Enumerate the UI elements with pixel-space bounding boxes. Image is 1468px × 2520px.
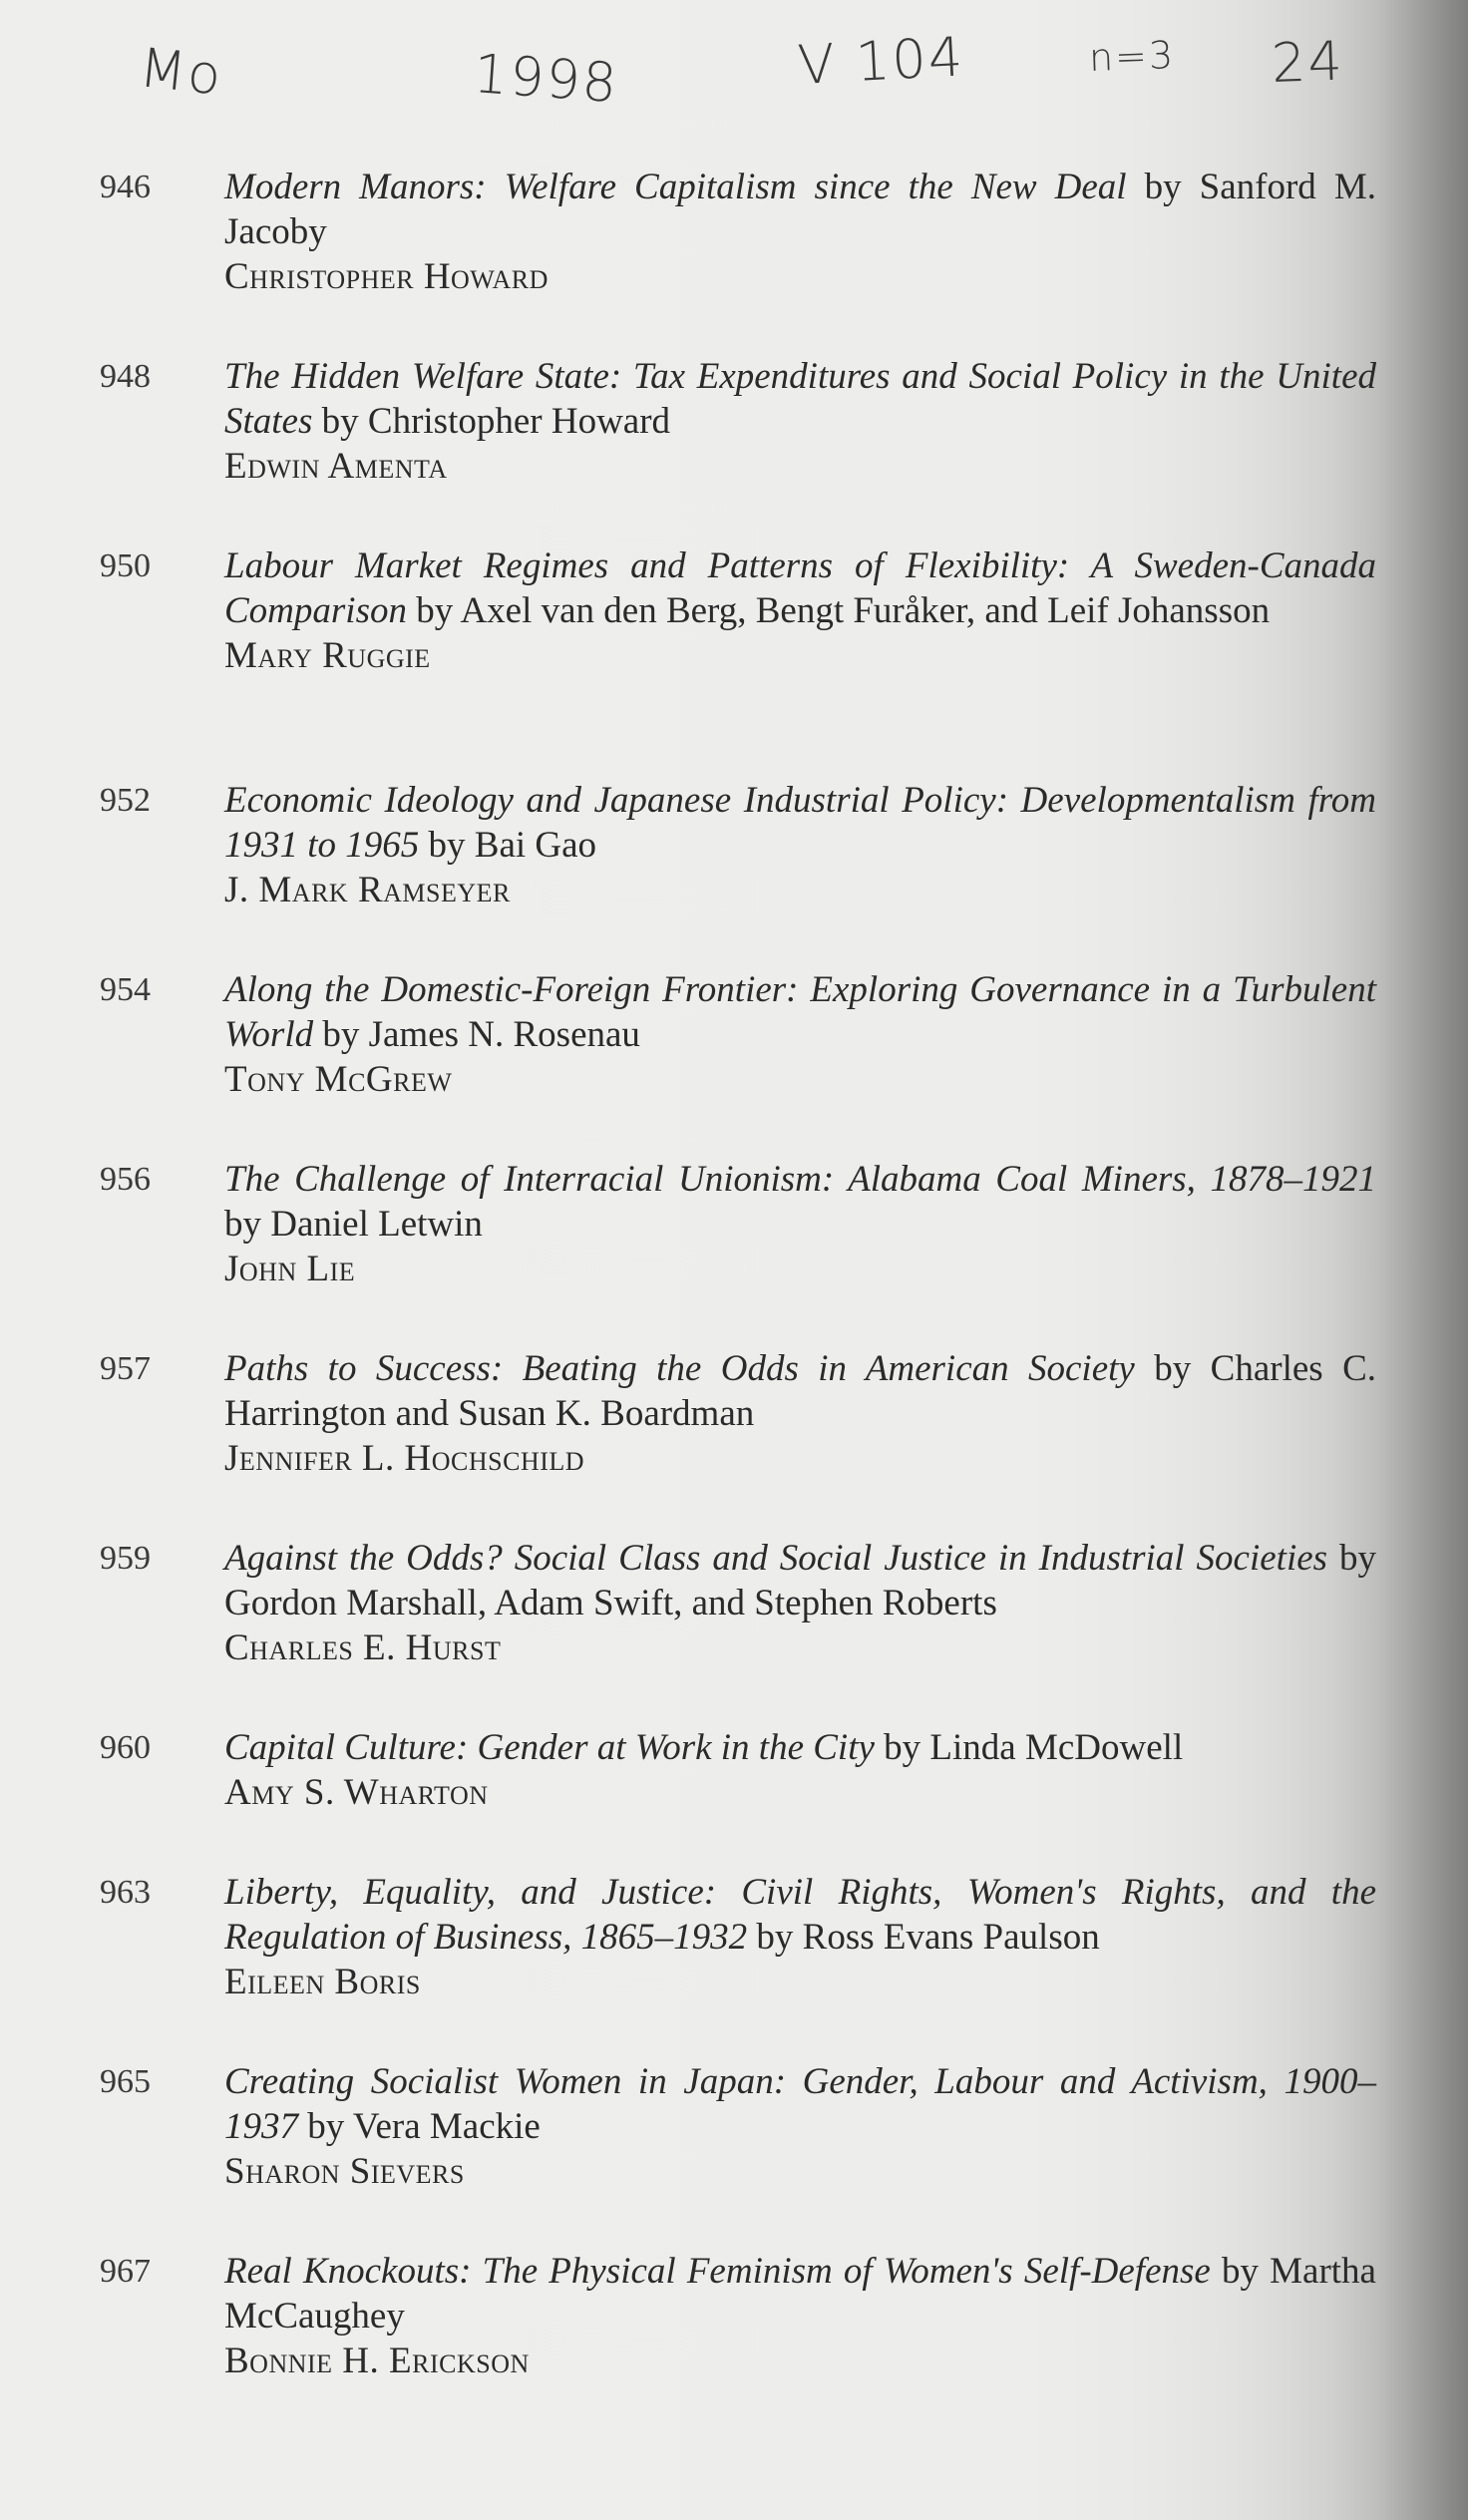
entry-text: [224, 778, 1376, 912]
entry-text: [224, 2059, 1376, 2194]
reviewer-name: Bonnie H. Erickson: [224, 2340, 530, 2381]
entry-text: [224, 967, 1376, 1102]
book-title: Economic Ideology and Japanese Industrial Policy: Developmentalism from 1931 to 1965: [224, 780, 1376, 866]
book-citation: [224, 2249, 1376, 2339]
page-number: 967: [100, 2253, 151, 2290]
book-title: Real Knockouts: The Physical Feminism of Women's Self-Defense: [224, 2251, 1211, 2292]
reviewer-name: J. Mark Ramseyer: [224, 870, 511, 910]
reviewer-name: Tony McGrew: [224, 1059, 453, 1100]
handwritten-mark: 24: [1270, 29, 1345, 95]
reviewer-name: Edwin Amenta: [224, 446, 448, 487]
book-citation: [224, 354, 1376, 444]
reviewer-name: Christopher Howard: [224, 256, 549, 297]
book-citation: [224, 1157, 1376, 1247]
reviewer-name: John Lie: [224, 1249, 356, 1289]
book-author: by Axel van den Berg, Bengt Furåker, and Leif Johansson: [416, 590, 1271, 631]
handwritten-mark: n=3: [1088, 33, 1176, 80]
page-number: 950: [100, 547, 151, 584]
entry-text: [224, 1536, 1376, 1670]
page-number: 959: [100, 1540, 151, 1577]
handwritten-mark: V 104: [796, 25, 966, 97]
book-citation: [224, 543, 1376, 633]
book-author: by Daniel Letwin: [224, 1204, 483, 1245]
book-author: by James N. Rosenau: [322, 1014, 640, 1055]
book-author: by Sanford M. Jacoby: [224, 167, 1376, 252]
book-title: Modern Manors: Welfare Capitalism since the New Deal: [224, 167, 1127, 207]
book-author: by Vera Mackie: [307, 2106, 541, 2147]
book-title: Labour Market Regimes and Patterns of Flexibility: A Sweden-Canada Comparison: [224, 545, 1376, 631]
handwritten-mark: Mo: [136, 36, 226, 108]
reviewer-name: Sharon Sievers: [224, 2151, 465, 2192]
book-title: The Hidden Welfare State: Tax Expenditures and Social Policy in the United States: [224, 356, 1376, 442]
page-number: 957: [100, 1350, 151, 1387]
book-author: by Gordon Marshall, Adam Swift, and Stephen Roberts: [224, 1538, 1376, 1623]
book-title: The Challenge of Interracial Unionism: Alabama Coal Miners, 1878–1921: [224, 1159, 1376, 1200]
page-number: 963: [100, 1874, 151, 1911]
reviewer-name: Charles E. Hurst: [224, 1627, 502, 1668]
reviewer-name: Jennifer L. Hochschild: [224, 1438, 585, 1479]
page-number: 946: [100, 169, 151, 205]
entry-text: [224, 1725, 1376, 1815]
book-citation: [224, 778, 1376, 868]
book-author: by Christopher Howard: [321, 401, 671, 442]
entry-text: [224, 1346, 1376, 1481]
entry-text: [224, 165, 1376, 299]
page-number: 954: [100, 971, 151, 1008]
book-title: Paths to Success: Beating the Odds in American Society: [224, 1348, 1135, 1389]
book-citation: [224, 2059, 1376, 2149]
book-author: by Bai Gao: [428, 825, 597, 866]
book-citation: [224, 165, 1376, 254]
reviewer-name: Amy S. Wharton: [224, 1772, 489, 1813]
page-number: 965: [100, 2063, 151, 2100]
book-title: Liberty, Equality, and Justice: Civil Rights, Women's Rights, and the Regulation of Business, 1865–1932: [224, 1872, 1376, 1958]
handwritten-mark: 1998: [471, 42, 621, 116]
reviewer-name: Eileen Boris: [224, 1962, 421, 2002]
book-title: Along the Domestic-Foreign Frontier: Exploring Governance in a Turbulent World: [224, 969, 1376, 1055]
book-title: Against the Odds? Social Class and Social Justice in Industrial Societies: [224, 1538, 1328, 1579]
book-citation: [224, 1870, 1376, 1960]
book-author: by Charles C. Harrington and Susan K. Boardman: [224, 1348, 1377, 1434]
reviewer-name: Mary Ruggie: [224, 635, 431, 676]
book-title: Creating Socialist Women in Japan: Gender, Labour and Activism, 1900–1937: [224, 2061, 1376, 2147]
book-title: Capital Culture: Gender at Work in the City: [224, 1727, 875, 1768]
book-citation: [224, 1725, 1376, 1770]
book-author: by Ross Evans Paulson: [756, 1917, 1100, 1958]
book-author: by Martha McCaughey: [224, 2251, 1376, 2337]
book-citation: [224, 1346, 1376, 1436]
page-number: 960: [100, 1729, 151, 1766]
book-author: by Linda McDowell: [884, 1727, 1184, 1768]
page-number: 948: [100, 358, 151, 395]
page-number: 952: [100, 782, 151, 819]
book-citation: [224, 967, 1376, 1057]
entry-text: [224, 2249, 1376, 2383]
entry-text: [224, 543, 1376, 678]
entry-text: [224, 1157, 1376, 1291]
page-number: 956: [100, 1161, 151, 1198]
entry-text: [224, 354, 1376, 489]
entry-text: [224, 1870, 1376, 2004]
book-citation: [224, 1536, 1376, 1625]
handwritten-note: [0, 25, 1468, 118]
